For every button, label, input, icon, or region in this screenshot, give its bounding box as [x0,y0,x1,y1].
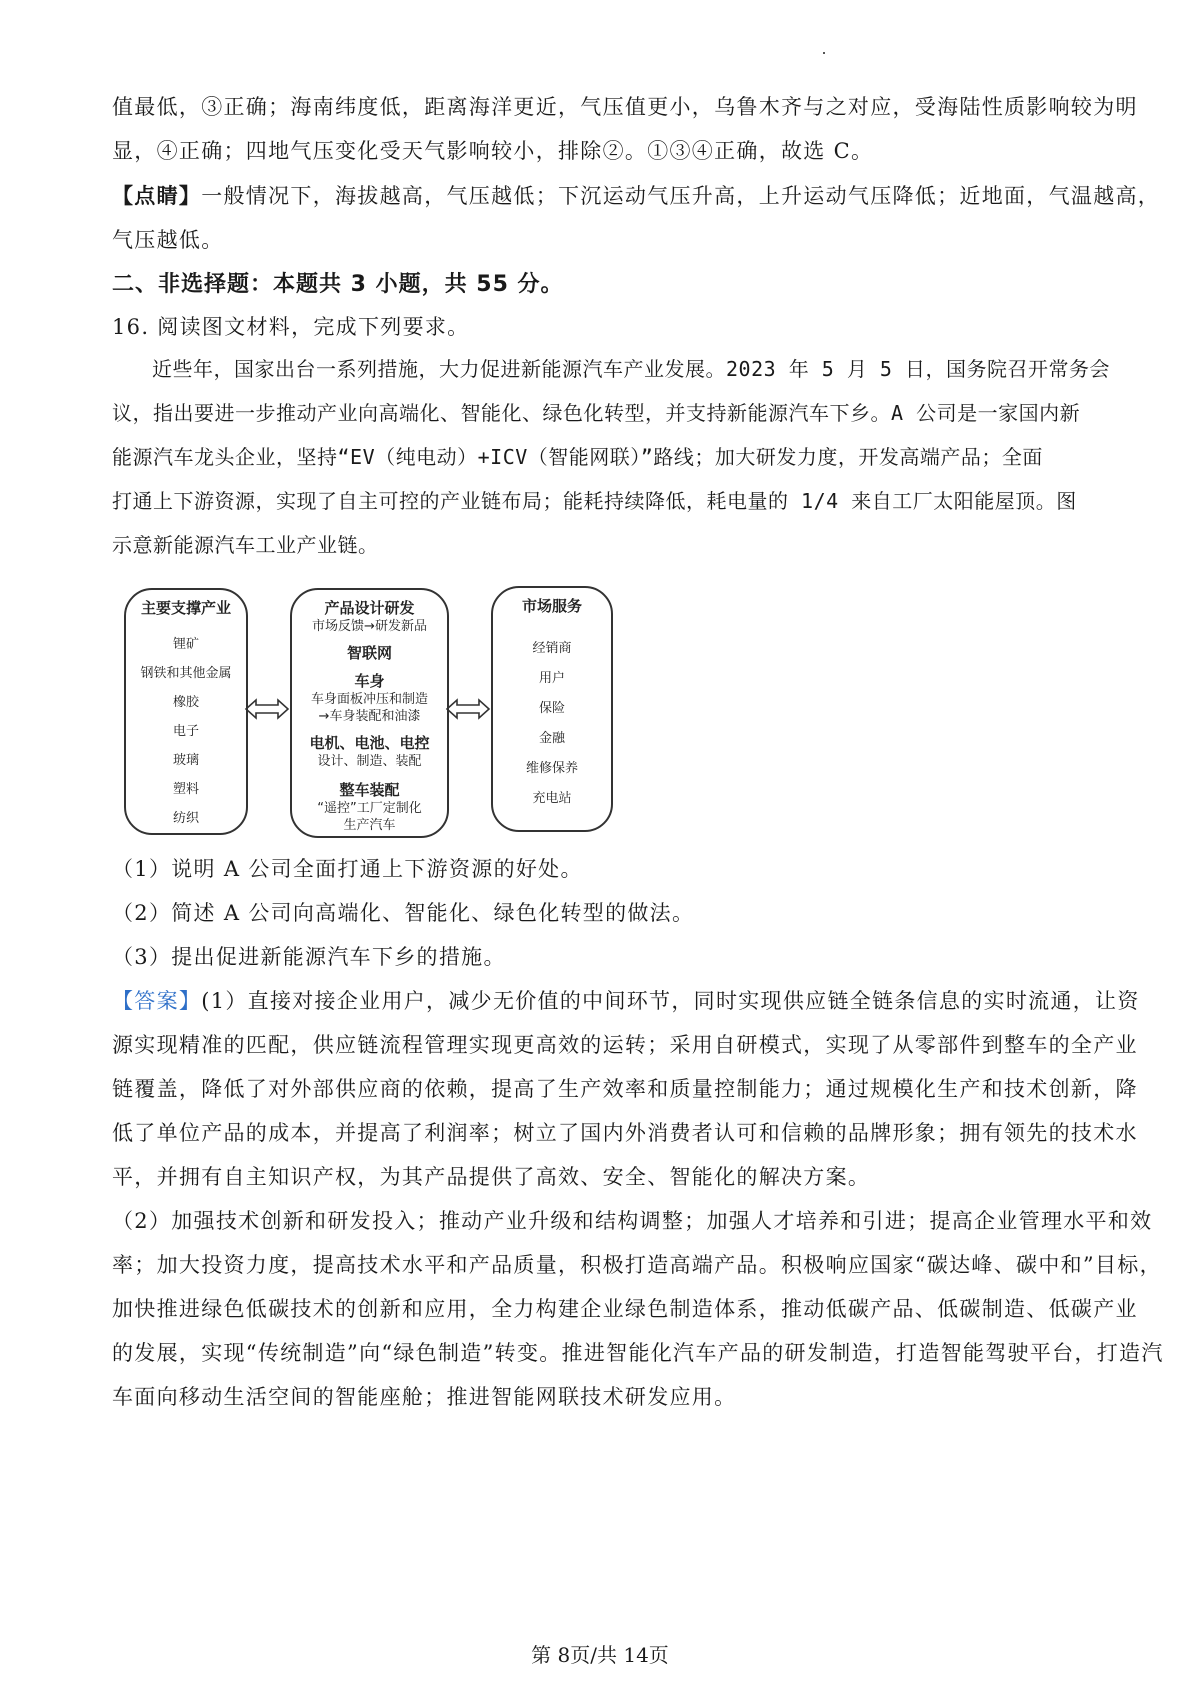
smart-network-label: 智联网 [346,644,392,662]
car-body-detail: 车身面板冲压和制造 [310,692,428,707]
market-service-title: 市场服务 [521,597,582,615]
sub-question: （2）简述 A 公司向高端化、智能化、绿色化转型的做法。 [112,901,695,925]
material-line: 能源汽车龙头企业，坚持“EV（纯电动）+ICV（智能网联）”路线；加大研发力度，开发高端产品；全面 [112,445,1043,469]
support-item: 橡胶 [172,695,199,710]
double-arrow-icon [244,698,290,720]
product-rd-box [290,588,449,838]
material-line: 近些年，国家出台一系列措施，大力促进新能源汽车产业发展。2023 年 5 月 5 日，国务院召开常务会 [152,357,1110,381]
answer-line: 车面向移动生活空间的智能座舱；推进智能网联技术研发应用。 [112,1385,737,1409]
support-item: 塑料 [172,782,199,797]
tip-line-2: 气压越低。 [112,228,224,252]
market-service-box [491,586,613,832]
text-line: 值最低，③正确；海南纬度低，距离海洋更近，气压值更小，乌鲁木齐与之对应，受海陆性质影响较为明 [112,95,1138,119]
section-title: 二、非选择题：本题共 3 小题，共 55 分。 [112,272,564,297]
tip-label: 【点睛】 [112,183,202,208]
answer-line: （2）加强技术创新和研发投入；推动产业升级和结构调整；加强人才培养和引进；提高企业管理水平和效 [112,1209,1153,1233]
material-line: 打通上下游资源，实现了自主可控的产业链布局；能耗持续降低，耗电量的 1/4 来自工厂太阳能屋顶。图 [112,489,1077,513]
question-stem: 16. 阅读图文材料，完成下列要求。 [112,315,470,339]
answer-line: 源实现精准的匹配，供应链流程管理实现更高效的运转；采用自研模式，实现了从零部件到整车的全产业 [112,1033,1138,1057]
car-body-detail: →车身装配和油漆 [318,709,421,724]
sub-question: （3）提出促进新能源汽车下乡的措施。 [112,945,506,969]
support-industry-box [124,588,248,835]
assembly-detail: “遥控”工厂定制化 [317,801,422,816]
service-item: 经销商 [532,641,572,656]
sub-question: （1）说明 A 公司全面打通上下游资源的好处。 [112,857,583,881]
service-item: 金融 [538,731,565,746]
answer-label: 【答案】 [112,989,202,1013]
text-line: 显，④正确；四地气压变化受天气影响较小，排除②。①③④正确，故选 C。 [112,139,874,163]
three-electric-detail: 设计、制造、装配 [317,754,422,769]
three-electric-label: 电机、电池、电控 [309,734,430,752]
double-arrow-icon [445,698,491,720]
answer-line: 率；加大投资力度，提高技术水平和产品质量，积极打造高端产品。积极响应国家“碳达峰、碳中和”目标， [112,1253,1162,1277]
support-item: 纺织 [172,811,199,826]
support-item: 锂矿 [172,637,199,652]
material-line: 示意新能源汽车工业产业链。 [112,533,379,557]
support-item: 玻璃 [172,753,199,768]
support-item: 钢铁和其他金属 [140,666,232,681]
answer-line: 加快推进绿色低碳技术的创新和应用，全力构建企业绿色制造体系，推动低碳产品、低碳制造、低碳产业 [112,1297,1138,1321]
tip-text: 一般情况下，海拔越高，气压越低；下沉运动气压升高，上升运动气压降低；近地面，气温越高， [201,184,1161,208]
car-body-label: 车身 [354,672,385,690]
answer-text: (1）直接对接企业用户，减少无价值的中间环节，同时实现供应链全链条信息的实时流通，让资 [201,989,1140,1013]
service-item: 维修保养 [525,761,578,776]
answer-line [112,986,1140,1016]
answer-line: 的发展，实现“传统制造”向“绿色制造”转变。推进智能化汽车产品的研发制造，打造智能驾驶平台，打造汽 [112,1341,1164,1365]
service-item: 保险 [538,701,565,716]
support-item: 电子 [172,724,199,739]
answer-line: 低了单位产品的成本，并提高了利润率；树立了国内外消费者认可和信赖的品牌形象；拥有领先的技术水 [112,1121,1138,1145]
assembly-label: 整车装配 [339,781,400,799]
product-rd-title: 产品设计研发 [324,599,415,617]
answer-line: 链覆盖，降低了对外部供应商的依赖，提高了生产效率和质量控制能力；通过规模化生产和技术创新，降 [112,1077,1138,1101]
support-industry-title: 主要支撑产业 [140,599,231,617]
service-item: 用户 [538,671,565,686]
product-rd-sub: 市场反馈→研发新品 [312,619,427,634]
answer-line: 平，并拥有自主知识产权，为其产品提供了高效、安全、智能化的解决方案。 [112,1165,871,1189]
assembly-detail: 生产汽车 [343,818,396,833]
material-line: 议，指出要进一步推动产业向高端化、智能化、绿色化转型，并支持新能源汽车下乡。A 公司是一家国内新 [112,401,1081,425]
service-item: 充电站 [532,791,572,806]
speck-dot [823,52,825,54]
tip-line [112,181,1160,211]
page-footer: 第 8页/共 14页 [531,1643,669,1667]
